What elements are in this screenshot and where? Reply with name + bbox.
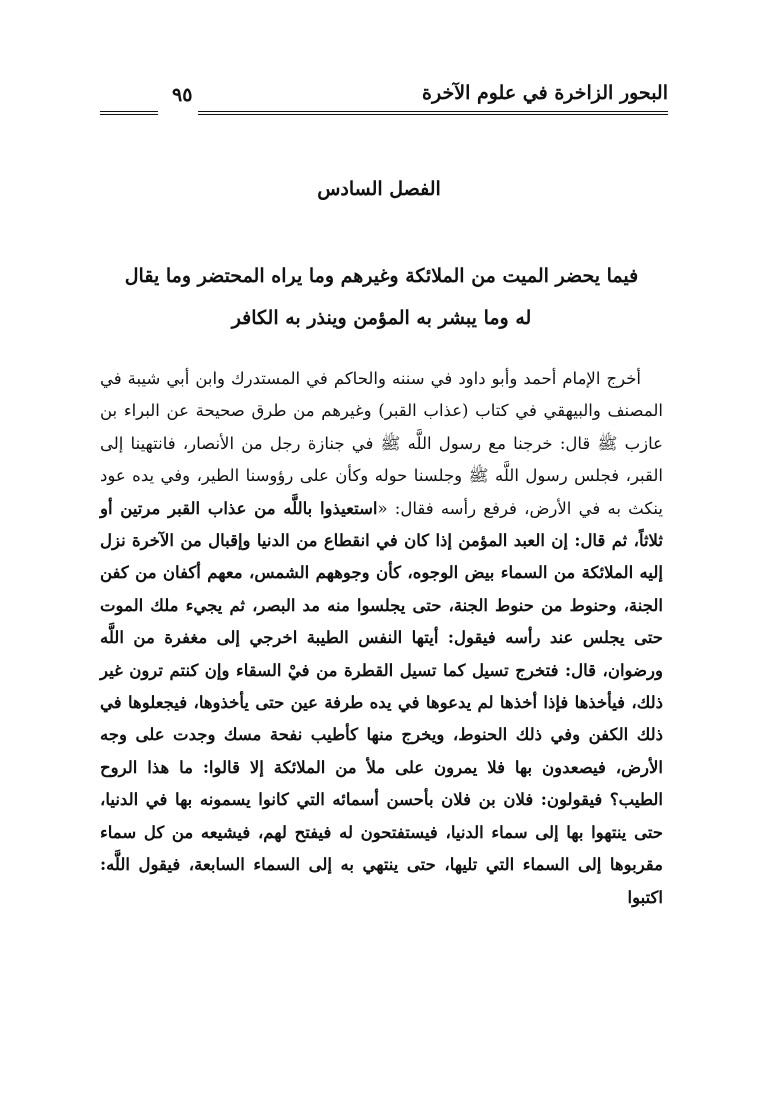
running-header: [100, 82, 668, 122]
page-number: ٩٥: [172, 84, 193, 106]
header-book-title: البحور الزاخرة في علوم الآخرة: [422, 82, 668, 104]
header-double-rule-right: [198, 111, 668, 115]
hadith-text: استعيذوا باللَّه من عذاب القبر مرتين أو ثلاثاً، ثم قال: إن العبد المؤمن إذا كان في انقطاع من الدنيا وإقبال من الآخرة نزل إليه الملائكة من السماء بيض الوجوه، كأن وجوههم الشمس، معهم أكفان من كفن الجنة، وحنوط من حنوط الجنة، حتى يجلسوا منه مد البصر، ثم يجيء ملك الموت حتى يجلس عند رأسه فيقول: أيتها النفس الطيبة اخرجي إلى مغفرة من اللَّه ورضوان، قال: فتخرج تسيل كما تسيل القطرة من فيْ السقاء وإن كنتم ترون غير ذلك، فيأخذها فإذا أخذها لم يدعوها في يده طرفة عين حتى يأخذوها، فيجعلوها في ذلك الكفن وفي ذلك الحنوط، ويخرج منها كأطيب نفحة مسك وجدت على وجه الأرض، فيصعدون بها فلا يمرون على ملأ من الملائكة إلا قالوا: ما هذا الروح الطيب؟ فيقولون: فلان بن فلان بأحسن أسمائه التي كانوا يسمونه بها في الدنيا، حتى ينتهوا بها إلى سماء الدنيا، فيستفتحون له فيفتح لهم، فيشيعه من كل سماء مقربوها إلى السماء التي تليها، حتى ينتهي به إلى السماء السابعة، فيقول اللَّه: اكتبوا: [100, 498, 663, 907]
section-heading-line-1: فيما يحضر الميت من الملائكة وغيرهم وما يراه المحتضر وما يقال: [124, 265, 639, 287]
header-double-rule-left: [100, 111, 158, 115]
section-heading: [100, 255, 663, 339]
body-intro-text: أخرج الإمام أحمد وأبو داود في سننه والحاكم في المستدرك وابن أبي شيبة في المصنف والبيهقي في كتاب (عذاب القبر) وغيرهم من طرق صحيحة عن البراء بن عازب ﷺ قال: خرجنا مع رسول اللَّه ﷺ في جنازة رجل من الأنصار، فانتهينا إلى القبر، فجلس رسول اللَّه ﷺ وجلسنا حوله وكأن على رؤوسنا الطير، وفي يده عود ينكث به في الأرض، فرفع رأسه فقال: «: [100, 369, 664, 518]
section-heading-line-2: له وما يبشر به المؤمن وينذر به الكافر: [231, 307, 532, 329]
body-text: [100, 363, 663, 914]
chapter-title: الفصل السادس: [317, 178, 441, 200]
body-paragraph: [100, 363, 663, 914]
